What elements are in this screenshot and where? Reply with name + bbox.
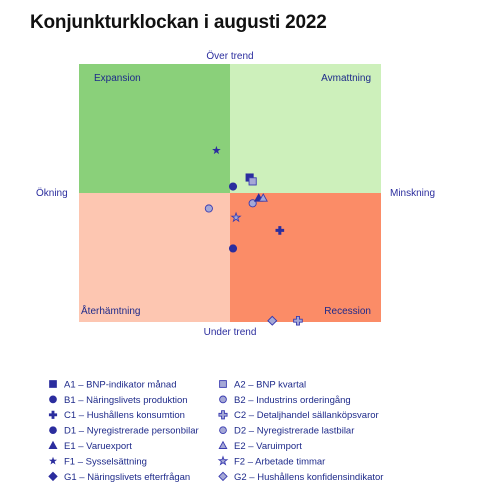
legend-label-f2: F2 – Arbetade timmar	[234, 456, 326, 468]
legend-marker-d2	[220, 427, 227, 434]
axis-label-right: Minskning	[390, 188, 436, 199]
legend-label-f1: F1 – Sysselsättning	[64, 456, 147, 468]
legend-marker-b1	[50, 396, 57, 403]
legend-marker-g1	[49, 472, 57, 480]
legend-label-b2: B2 – Industrins orderingång	[234, 394, 351, 406]
legend-label-a1: A1 – BNP-indikator månad	[64, 379, 177, 391]
legend-label-d1: D1 – Nyregistrerade personbilar	[64, 425, 199, 437]
legend-label-b1: B1 – Näringslivets produktion	[64, 394, 188, 406]
legend-marker-c1	[49, 411, 57, 419]
legend-label-g1: G1 – Näringslivets efterfrågan	[64, 471, 191, 483]
data-point-d2	[205, 205, 212, 212]
legend-marker-e2	[219, 442, 226, 449]
legend-marker-e1	[49, 442, 56, 449]
legend-label-e2: E2 – Varuimport	[234, 441, 302, 452]
axis-label-top: Över trend	[206, 51, 254, 62]
legend-label-e1: E1 – Varuexport	[64, 441, 132, 452]
axis-label-left: Ökning	[36, 188, 68, 199]
chart-title: Konjunkturklockan i augusti 2022	[30, 12, 327, 33]
quadrant-label-avmattning: Avmattning	[321, 73, 371, 84]
data-point-d1	[229, 245, 236, 252]
legend-marker-f2	[219, 457, 227, 465]
legend-marker-g2	[219, 472, 227, 480]
legend-label-c1: C1 – Hushållens konsumtion	[64, 410, 185, 422]
legend-marker-d1	[50, 427, 57, 434]
legend-label-g2: G2 – Hushållens konfidensindikator	[234, 471, 384, 483]
quadrant-label-recession: Recession	[324, 306, 371, 317]
data-point-b1	[229, 183, 236, 190]
legend-marker-f1	[49, 457, 57, 465]
legend-label-d2: D2 – Nyregistrerade lastbilar	[234, 425, 355, 437]
axis-label-bottom: Under trend	[203, 327, 257, 338]
quadrant-bottom-right	[230, 193, 381, 322]
legend-marker-a1	[50, 381, 57, 388]
data-point-a2	[249, 178, 256, 185]
legend-marker-a2	[220, 381, 227, 388]
legend-marker-c2	[219, 411, 227, 419]
quadrant-label-expansion: Expansion	[94, 73, 141, 84]
quadrant-bottom-left	[79, 193, 230, 322]
quadrant-label-aterhamtning: Återhämtning	[81, 306, 141, 317]
legend-marker-b2	[220, 396, 227, 403]
legend-label-c2: C2 – Detaljhandel sällanköpsvaror	[234, 410, 379, 422]
legend-label-a2: A2 – BNP kvartal	[234, 379, 307, 391]
